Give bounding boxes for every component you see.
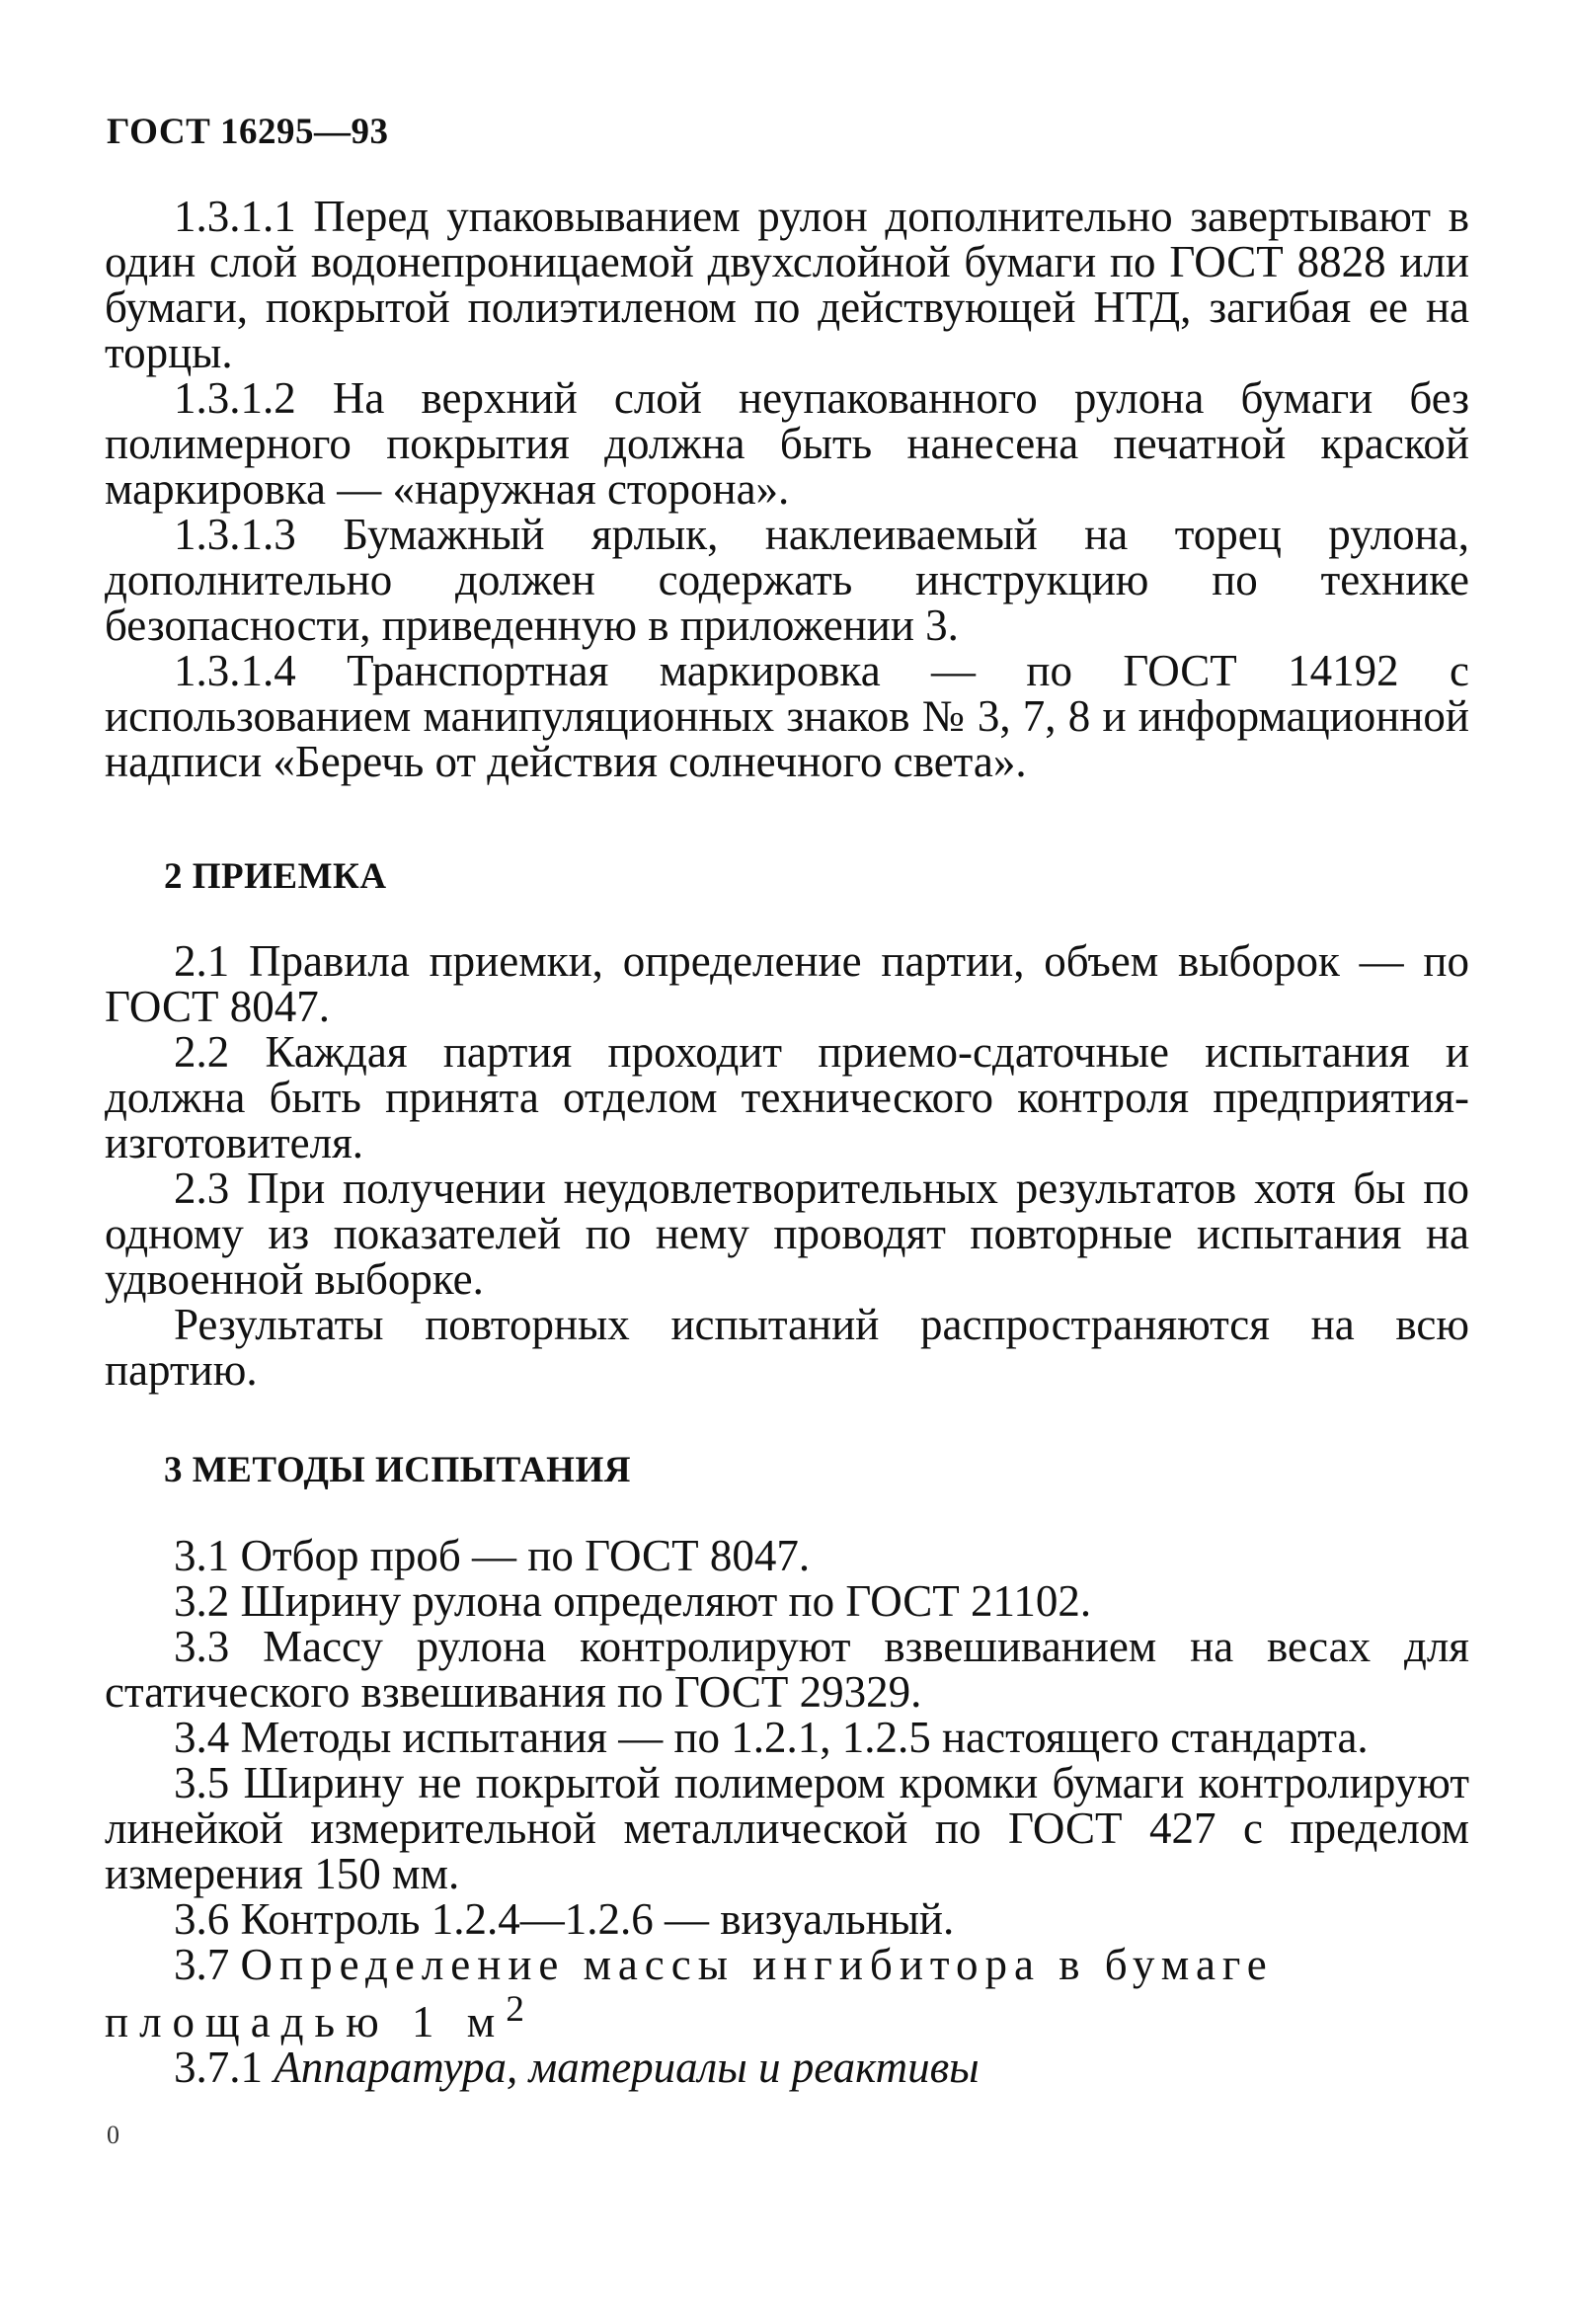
- section-3-heading: 3 МЕТОДЫ ИСПЫТАНИЯ: [164, 1450, 631, 1490]
- paragraph-3-7-title-line2: площадью 1 м: [105, 1997, 507, 2046]
- section-1-3-text: [105, 194, 1469, 784]
- paragraph-2-2: 2.2 Каждая партия проходит приемо-сдаточные испытания и должна быть принята отделом технического контроля предприятия-изготовителя.: [105, 1027, 1469, 1167]
- paragraph-3-7-continued: [105, 1987, 1469, 2044]
- section-2-heading: 2 ПРИЕМКА: [164, 856, 387, 897]
- paragraph-3-4: 3.4 Методы испытания — по 1.2.1, 1.2.5 настоящего стандарта.: [174, 1713, 1369, 1762]
- paragraph-3-1: 3.1 Отбор проб — по ГОСТ 8047.: [174, 1531, 811, 1580]
- superscript-2: 2: [506, 1989, 524, 2030]
- paragraph-1-3-1-2: 1.3.1.2 На верхний слой неупакованного рулона бумаги без полимерного покрытия должна быть нанесена печатной краской маркировка — «наружная сторона».: [105, 373, 1469, 514]
- section-3-text: [105, 1533, 1469, 2090]
- paragraph-3-7-number: 3.7: [174, 1940, 230, 1989]
- paragraph-3-7-1: [105, 2044, 1469, 2090]
- paragraph-2-1: 2.1 Правила приемки, определение партии, объем выборок — по ГОСТ 8047.: [105, 936, 1469, 1031]
- paragraph-2-3: 2.3 При получении неудовлетворительных результатов хотя бы по одному из показателей по нему проводят повторные испытания на удвоенной выборке.: [105, 1163, 1469, 1304]
- paragraph-1-3-1-1: 1.3.1.1 Перед упаковыванием рулон дополнительно завертывают в один слой водонепроницаемой двухслойной бумаги по ГОСТ 8828 или бумаги, покрытой полиэтиленом по действующей НТД, загибая ее на торцы.: [105, 192, 1469, 377]
- page-footer-mark: 0: [107, 2121, 119, 2149]
- paragraph-2-results: Результаты повторных испытаний распространяются на всю партию.: [105, 1300, 1469, 1395]
- paragraph-1-3-1-3: 1.3.1.3 Бумажный ярлык, наклеиваемый на торец рулона, дополнительно должен содержать инструкцию по технике безопасности, приведенную в приложении 3.: [105, 510, 1469, 650]
- document-header: ГОСТ 16295—93: [107, 112, 389, 152]
- paragraph-3-2: 3.2 Ширину рулона определяют по ГОСТ 21102.: [174, 1576, 1092, 1626]
- paragraph-3-7-title-line1: Определение массы ингибитора в бумаге: [240, 1940, 1274, 1989]
- paragraph-3-5: 3.5 Ширину не покрытой полимером кромки бумаги контролируют линейкой измерительной металлической по ГОСТ 427 с пределом измерения 150 мм.: [105, 1758, 1469, 1898]
- section-2-text: [105, 938, 1469, 1393]
- paragraph-3-7: [105, 1942, 1469, 1987]
- paragraph-3-7-1-number: 3.7.1: [174, 2043, 263, 2092]
- paragraph-1-3-1-4: 1.3.1.4 Транспортная маркировка — по ГОСТ 14192 с использованием манипуляционных знаков № 3, 7, 8 и информационной надписи «Беречь от действия солнечного света».: [105, 646, 1469, 786]
- paragraph-3-7-1-title: Аппаратура, материалы и реактивы: [274, 2043, 980, 2092]
- paragraph-3-3: 3.3 Массу рулона контролируют взвешиванием на весах для статического взвешивания по ГОСТ 29329.: [105, 1622, 1469, 1717]
- paragraph-3-6: 3.6 Контроль 1.2.4—1.2.6 — визуальный.: [174, 1894, 955, 1944]
